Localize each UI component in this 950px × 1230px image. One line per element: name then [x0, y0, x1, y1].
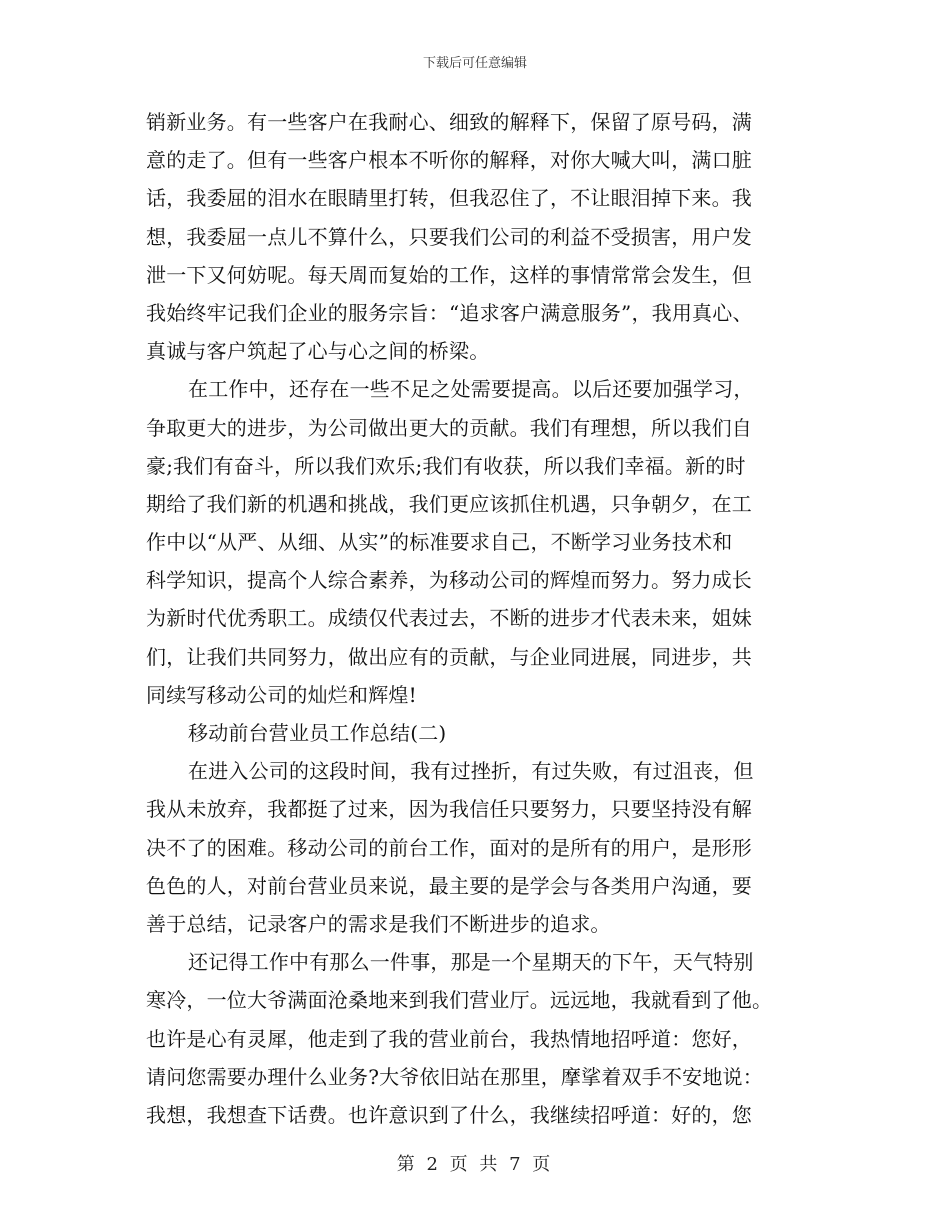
text-line: 同续写移动公司的灿烂和辉煌! — [146, 682, 417, 707]
text-line: 决不了的困难。移动公司的前台工作，面对的是所有的用户，是形形 — [146, 835, 752, 860]
text-line: 真诚与客户筑起了心与心之间的桥梁。 — [146, 339, 490, 364]
text-line: 也许是心有灵犀，他走到了我的营业前台，我热情地招呼道：您好， — [146, 1026, 752, 1051]
page-number-footer: 第 2 页 共 7 页 — [396, 1154, 554, 1175]
text-line: 争取更大的进步，为公司做出更大的贡献。我们有理想，所以我们自 — [146, 415, 752, 440]
text-line: 还记得工作中有那么一件事，那是一个星期天的下午，天气特别 — [188, 950, 754, 975]
text-line: 色色的人，对前台营业员来说，最主要的是学会与各类用户沟通，要 — [146, 873, 752, 898]
text-line: 豪;我们有奋斗，所以我们欢乐;我们有收获，所以我们幸福。新的时 — [146, 453, 746, 478]
text-line: 销新业务。有一些客户在我耐心、细致的解释下，保留了原号码，满 — [146, 110, 752, 134]
text-line: 我从未放弃，我都挺了过来，因为我信任只要努力，只要坚持没有解 — [146, 797, 752, 822]
text-line: 寒冷，一位大爷满面沧桑地来到我们营业厅。远远地，我就看到了他。 — [146, 988, 773, 1013]
document-body — [146, 103, 798, 1134]
text-line: 为新时代优秀职工。成绩仅代表过去，不断的进步才代表未来，姐妹 — [146, 606, 752, 631]
text-line: 泄一下又何妨呢。每天周而复始的工作，这样的事情常常会发生，但 — [146, 262, 752, 287]
text-line: 在进入公司的这段时间，我有过挫折，有过失败，有过沮丧，但 — [188, 759, 754, 784]
text-line: 期给了我们新的机遇和挑战，我们更应该抓住机遇，只争朝夕，在工 — [146, 491, 752, 516]
text-line: 们，让我们共同努力，做出应有的贡献，与企业同进展，同进步，共 — [146, 644, 752, 669]
text-line: 善于总结，记录客户的需求是我们不断进步的追求。 — [146, 911, 611, 936]
text-line: 话，我委屈的泪水在眼睛里打转，但我忍住了，不让眼泪掉下来。我 — [146, 186, 752, 211]
page-header: 下载后可任意编辑 — [422, 56, 527, 71]
text-line: 在工作中，还存在一些不足之处需要提高。以后还要加强学习， — [188, 377, 754, 402]
text-line: 科学知识，提高个人综合素养，为移动公司的辉煌而努力。努力成长 — [146, 568, 752, 593]
text-line: 想，我委屈一点儿不算什么，只要我们公司的利益不受损害，用户发 — [146, 224, 752, 249]
text-line: 作中以“从严、从细、从实”的标准要求自己，不断学习业务技术和 — [146, 530, 733, 555]
text-line: 我始终牢记我们企业的服务宗旨：“追求客户满意服务”，我用真心、 — [146, 300, 753, 325]
text-line: 请问您需要办理什么业务?大爷依旧站在那里，摩挲着双手不安地说： — [146, 1064, 763, 1089]
text-line: 意的走了。但有一些客户根本不听你的解释，对你大喊大叫，满口脏 — [146, 148, 752, 173]
text-line: 我想，我想查下话费。也许意识到了什么，我继续招呼道：好的，您 — [146, 1102, 752, 1127]
text-line: 移动前台营业员工作总结(二) — [188, 721, 447, 745]
